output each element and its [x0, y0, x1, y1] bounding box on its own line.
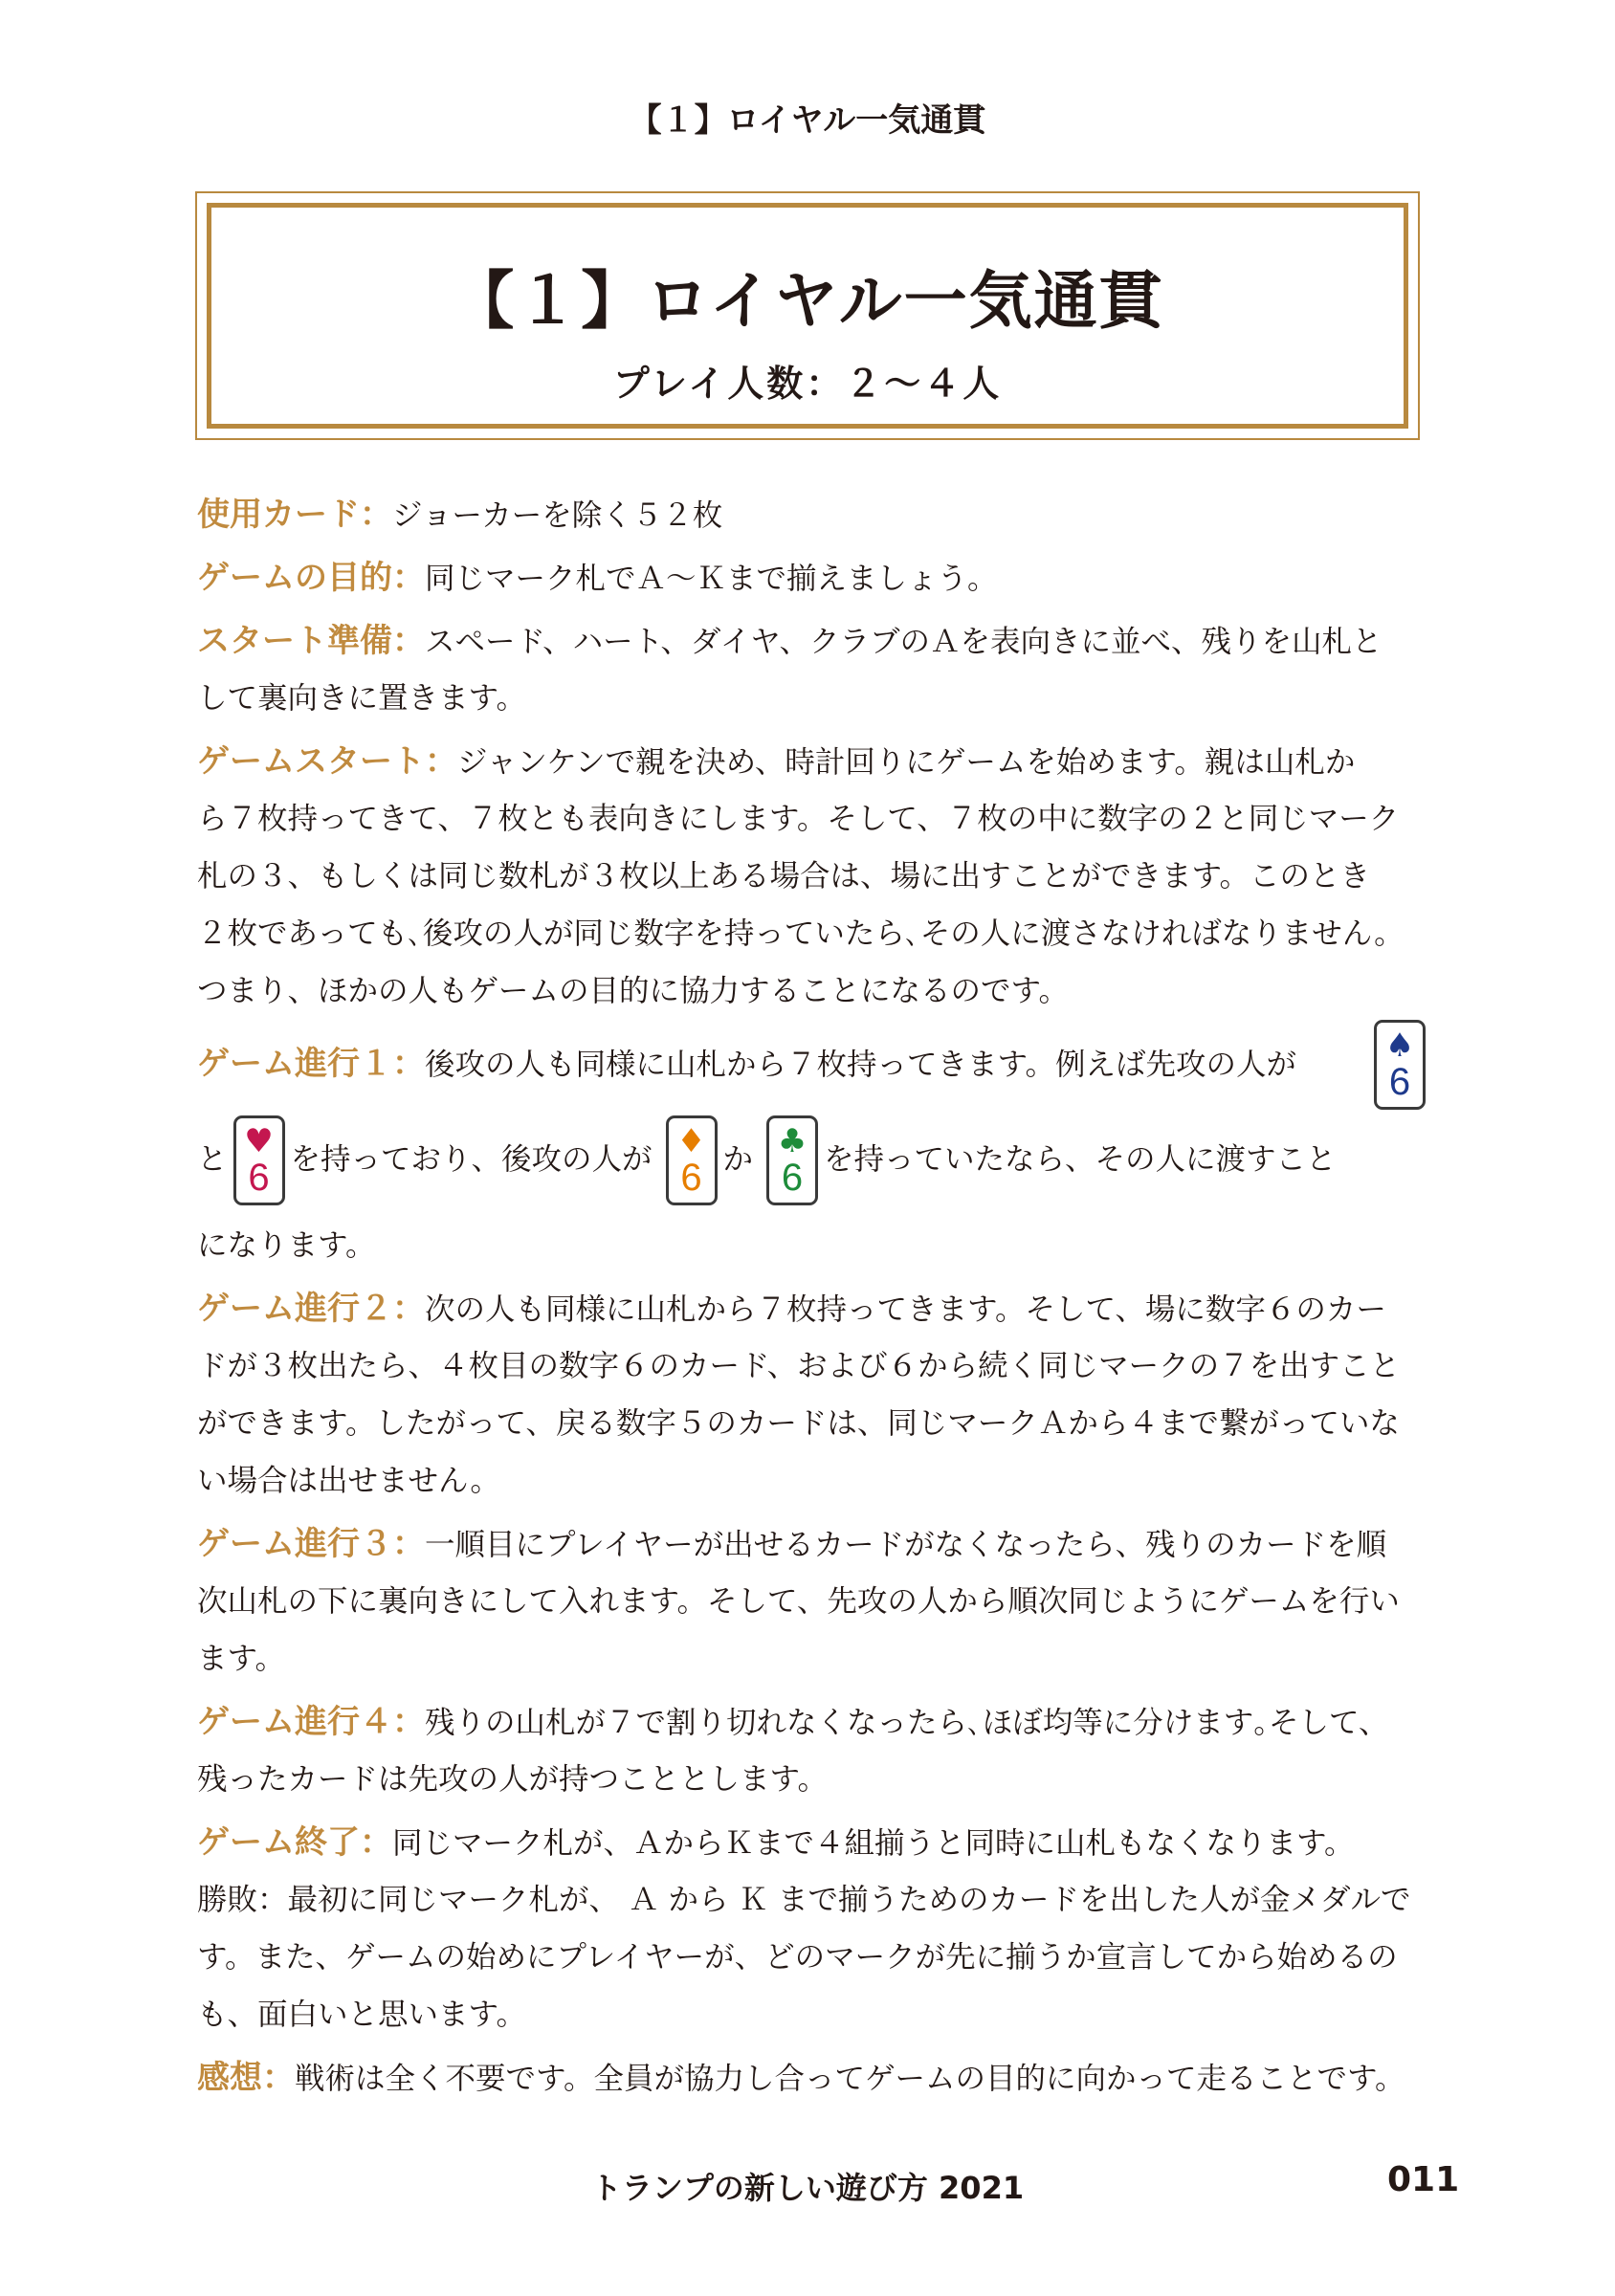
game-goal-text: 同じマーク札でＡ〜Ｋまで揃えましょう。 [425, 562, 998, 596]
game-start-line-2: ら７枚持ってきて、７枚とも表向きにします。そして、７枚の中に数字の２と同じマーク [197, 802, 1400, 836]
game-start-line-3: 札の３、もしくは同じ数札が３枚以上ある場合は、場に出すことができます。このとき [197, 859, 1370, 894]
progress-1-text-b: を持っており、後攻の人が [290, 1142, 653, 1177]
card-rank: 6 [1388, 1061, 1411, 1103]
card-spade-6 [1374, 1020, 1426, 1110]
card-club-6 [766, 1115, 818, 1205]
setup-line-2: して裏向きに置きます。 [197, 681, 526, 716]
progress-1-line-3: になります。 [197, 1228, 376, 1263]
progress-1-label: ゲーム進行１： [197, 1045, 425, 1083]
game-start-text: ジャンケンで親を決め、時計回りにゲームを始めます。親は山札か [457, 745, 1356, 780]
thoughts-label: 感想： [197, 2059, 295, 2097]
player-count: プレイ人数：２〜４人 [612, 363, 1003, 405]
rules-body [197, 486, 1431, 2107]
game-start-label: ゲームスタート： [197, 742, 457, 781]
running-header: 【１】ロイヤル一気通貫 [629, 101, 986, 140]
game-end [197, 1814, 1431, 1871]
game-goal [197, 549, 1431, 607]
footer-title: トランプの新しい遊び方 2021 [590, 2170, 1025, 2206]
progress-3-line-3: ます。 [197, 1642, 285, 1676]
card-rank: 6 [781, 1157, 804, 1199]
card-heart-6 [233, 1115, 285, 1205]
page-title: 【１】ロイヤル一気通貫 [451, 264, 1164, 338]
progress-2-line-3: ができます。したがって、戻る数字５のカードは、同じマークＡから４まで繋がっていな [197, 1406, 1400, 1441]
progress-2-text: 次の人も同様に山札から７枚持ってきます。そして、場に数字６のカー [425, 1292, 1386, 1327]
thoughts-text: 戦術は全く不要です。全員が協力し合ってゲームの目的に向かって走ることです。 [295, 2062, 1405, 2096]
title-frame [195, 191, 1420, 440]
game-start-line-5: つまり、ほかの人もゲームの目的に協力することになるのです。 [197, 974, 1069, 1008]
progress-3-text: 一順目にプレイヤーが出せるカードがなくなったら、残りのカードを順 [425, 1528, 1387, 1562]
card-rank: 6 [248, 1157, 270, 1199]
progress-4-text: 残りの山札が７で割り切れなくなったら､ほぼ均等に分けます｡そして、 [425, 1706, 1389, 1740]
game-start-line-4: ２枚であっても､後攻の人が同じ数字を持っていたら､その人に渡さなければなりません。 [197, 916, 1405, 951]
progress-2-line-4: い場合は出せません。 [197, 1464, 500, 1498]
progress-4-line-2: 残ったカードは先攻の人が持つこととします。 [197, 1762, 828, 1797]
diamond-icon: ♦ [676, 1122, 706, 1160]
game-end-line-3: す。また、ゲームの始めにプレイヤーが、どのマークが先に揃うか宣言してから始めるの [197, 1940, 1398, 1975]
progress-4 [197, 1693, 1431, 1751]
progress-1-text: 後攻の人も同様に山札から７枚持ってきます。例えば先攻の人が [425, 1048, 1296, 1082]
progress-1-text-a: と [197, 1142, 228, 1177]
card-rank: 6 [680, 1157, 702, 1199]
game-end-line-2: 勝敗：最初に同じマーク札が、 Ａ から Ｋ まで揃うためのカードを出した人が金メダルで [197, 1883, 1411, 1917]
title-inner-frame [207, 203, 1408, 429]
page-number: 011 [1387, 2160, 1460, 2199]
game-goal-label: ゲームの目的： [197, 559, 425, 597]
club-icon: ♣ [777, 1122, 808, 1160]
progress-2 [197, 1280, 1431, 1337]
card-diamond-6 [666, 1115, 718, 1205]
progress-2-line-2: ドが３枚出たら、４枚目の数字６のカード、および６から続く同じマークの７を出すこと [197, 1349, 1401, 1383]
game-end-label: ゲーム終了： [197, 1823, 392, 1862]
spade-icon: ♠ [1384, 1027, 1415, 1065]
game-end-text: 同じマーク札が、ＡからＫまで４組揃うと同時に山札もなくなります。 [392, 1826, 1355, 1861]
progress-3 [197, 1515, 1431, 1573]
cards-used-text: ジョーカーを除く５２枚 [392, 498, 723, 533]
progress-3-line-2: 次山札の下に裏向きにして入れます。そして、先攻の人から順次同じようにゲームを行い [197, 1584, 1400, 1619]
game-start [197, 733, 1431, 790]
thoughts [197, 2049, 1431, 2107]
progress-1-line-2 [197, 1102, 1431, 1217]
progress-3-label: ゲーム進行３： [197, 1525, 425, 1563]
progress-1 [197, 1026, 1431, 1102]
cards-used [197, 486, 1431, 543]
progress-2-label: ゲーム進行２： [197, 1290, 425, 1328]
game-end-line-4: も、面白いと思います。 [197, 1998, 526, 2032]
heart-icon: ♥ [244, 1122, 274, 1160]
progress-1-text-d: を持っていたなら、その人に渡すこと [824, 1142, 1337, 1177]
progress-4-label: ゲーム進行４： [197, 1703, 425, 1741]
setup-text: スペード、ハート、ダイヤ、クラブのＡを表向きに並べ、残りを山札と [425, 625, 1383, 659]
setup [197, 612, 1431, 670]
progress-1-text-c: か [722, 1142, 754, 1177]
setup-label: スタート準備： [197, 622, 425, 660]
cards-used-label: 使用カード： [197, 496, 392, 534]
